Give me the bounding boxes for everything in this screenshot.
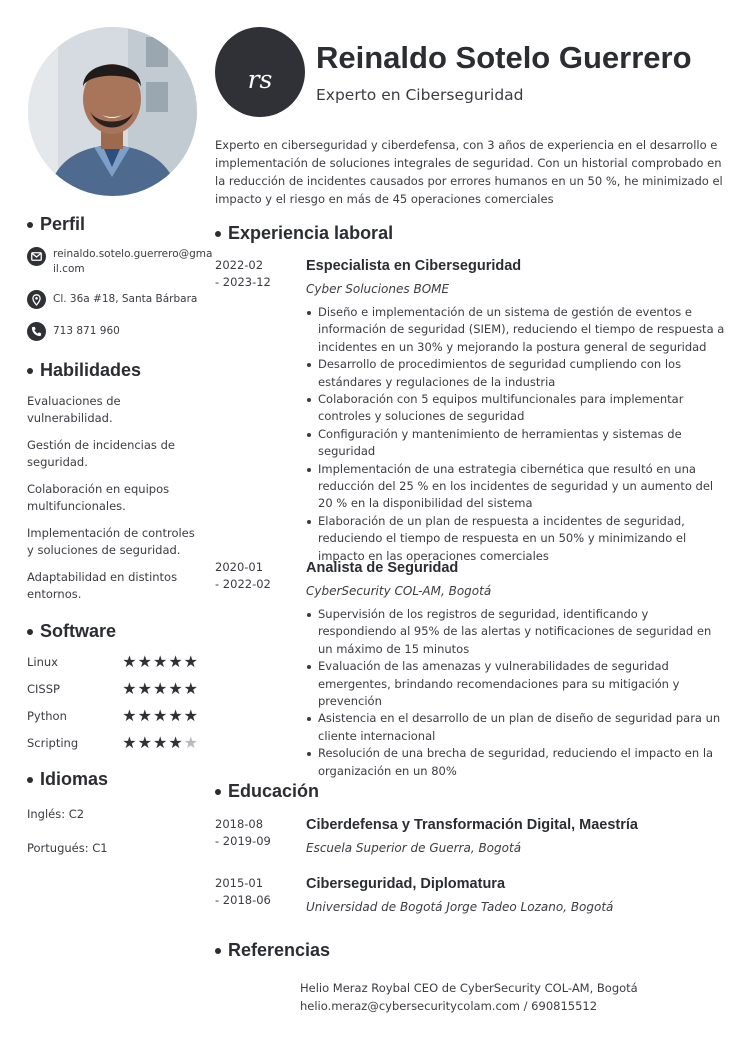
star-rating [122, 678, 198, 698]
email-text[interactable] [53, 247, 212, 277]
date-end: - 2023-12 [215, 275, 271, 289]
star-filled-icon: ★ [137, 651, 152, 671]
skills-list [27, 393, 199, 613]
bullet-dot [215, 231, 221, 237]
star-filled-icon: ★ [122, 678, 137, 698]
job-title-heading: Analista de Seguridad [306, 560, 459, 576]
address-text: Cl. 36a #18, Santa Bárbara [53, 293, 198, 305]
location-pin-icon [27, 290, 46, 309]
education-body [306, 816, 726, 857]
reference-block [300, 980, 638, 1015]
job-company: CyberSecurity COL-AM, Bogotá [306, 584, 492, 598]
profile-photo [28, 27, 197, 196]
date-end: - 2019-09 [215, 834, 271, 848]
section-heading-software [27, 621, 116, 642]
job-title-heading: Especialista en Ciberseguridad [306, 258, 522, 274]
bullet-dot [27, 777, 33, 783]
job-bullet: Elaboración de un plan de respuesta a incidentes de seguridad, reduciendo el tiempo de respuesta en un 50% y minimizando el impacto en las operaciones comerciales [318, 513, 726, 565]
section-heading-idiomas [27, 769, 108, 790]
degree-title: Ciberseguridad, Diplomatura [306, 876, 506, 892]
software-name: Linux [27, 654, 58, 669]
monogram-badge [215, 27, 305, 117]
degree-title: Ciberdefensa y Transformación Digital, Maestría [306, 817, 638, 833]
star-filled-icon: ★ [183, 651, 198, 671]
star-filled-icon: ★ [168, 705, 183, 725]
education-body [306, 875, 726, 916]
job-title: Experto en Ciberseguridad [316, 86, 524, 104]
summary-text: Experto en ciberseguridad y ciberdefensa, con 3 años de experiencia en el desarrollo e implementación de soluciones integrales de seguridad. Con un historial comprobado en la reducción de incidentes causados por errores humanos en un 50 %, he minimizado el impacto y el riesgo en más de 45 operaciones comerciales [215, 138, 723, 206]
star-filled-icon: ★ [152, 705, 168, 725]
software-heading: Software [40, 621, 117, 641]
bullet-dot [27, 629, 33, 635]
idiomas-heading: Idiomas [40, 769, 109, 789]
job-dates [215, 559, 295, 593]
reference-contact[interactable]: helio.meraz@cybersecuritycolam.com / 690815512 [300, 998, 598, 1013]
reference-name: Helio Meraz Roybal CEO de CyberSecurity COL-AM, Bogotá [300, 981, 638, 995]
bullet-dot [215, 789, 221, 795]
phone-text[interactable]: 713 871 960 [53, 325, 120, 337]
software-name: Python [27, 708, 67, 723]
educacion-heading: Educación [228, 781, 320, 801]
bullet-dot [27, 222, 33, 228]
date-end: - 2022-02 [215, 577, 271, 591]
job-bullet: Asistencia en el desarrollo de un plan de diseño de seguridad para un cliente internacional [318, 710, 726, 745]
skill-item: Implementación de controles y soluciones de seguridad. [27, 526, 195, 557]
skill-item: Evaluaciones de vulnerabilidad. [27, 394, 121, 425]
job-bullet: Implementación de una estrategia cibernética que resultó en una reducción del 25 % en los incidentes de seguridad y un aumento del 20 % en la disponibilidad del sistema [318, 461, 726, 513]
section-heading-educacion [215, 781, 319, 802]
institution: Escuela Superior de Guerra, Bogotá [306, 841, 522, 855]
star-filled-icon: ★ [137, 705, 152, 725]
skill-item: Adaptabilidad en distintos entornos. [27, 570, 178, 601]
software-item [27, 702, 198, 729]
education-dates [215, 816, 295, 850]
experiencia-heading: Experiencia laboral [228, 223, 394, 243]
star-filled-icon: ★ [168, 732, 183, 752]
perfil-heading: Perfil [40, 214, 86, 234]
bullet-dot [215, 948, 221, 954]
referencias-heading: Referencias [228, 940, 331, 960]
software-item [27, 648, 198, 675]
star-filled-icon: ★ [152, 651, 168, 671]
date-start: 2022-02 [215, 258, 264, 272]
star-filled-icon: ★ [183, 705, 198, 725]
star-filled-icon: ★ [137, 678, 152, 698]
software-item [27, 675, 198, 702]
star-filled-icon: ★ [152, 732, 168, 752]
job-bullets [306, 304, 726, 565]
job-bullet: Colaboración con 5 equipos multifuncionales para implementar controles y soluciones de seguridad [318, 391, 726, 426]
person-photo-illustration [28, 27, 197, 196]
skill-item: Colaboración en equipos multifuncionales. [27, 482, 170, 513]
contact-list [27, 247, 213, 354]
job-company: Cyber Soluciones BOME [306, 282, 450, 296]
section-heading-experiencia [215, 223, 393, 244]
date-start: 2020-01 [215, 560, 264, 574]
job-dates [215, 257, 295, 291]
skill-item: Gestión de incidencias de seguridad. [27, 438, 175, 469]
software-name: Scripting [27, 735, 79, 750]
job-body [306, 257, 726, 565]
habilidades-heading: Habilidades [40, 360, 142, 380]
star-rating [122, 651, 198, 671]
bullet-dot [27, 368, 33, 374]
star-rating [122, 732, 198, 752]
job-bullet: Configuración y mantenimiento de herramientas y sistemas de seguridad [318, 426, 726, 461]
email-line-1: reinaldo.sotelo.guerrero@gma [53, 248, 213, 260]
star-filled-icon: ★ [122, 705, 137, 725]
date-end: - 2018-06 [215, 893, 271, 907]
software-list [27, 648, 198, 756]
section-heading-perfil [27, 214, 85, 235]
mail-icon [27, 247, 46, 266]
job-bullet: Evaluación de las amenazas y vulnerabilidades de seguridad emergentes, brindando recomendaciones para su mitigación y prevención [318, 658, 726, 710]
full-name: Reinaldo Sotelo Guerrero [316, 40, 692, 75]
education-dates [215, 875, 295, 909]
star-filled-icon: ★ [183, 678, 198, 698]
email-line-2: il.com [53, 263, 85, 275]
section-heading-referencias [215, 940, 330, 961]
date-start: 2018-08 [215, 817, 264, 831]
star-filled-icon: ★ [152, 678, 168, 698]
job-bullet: Supervisión de los registros de seguridad, identificando y respondiendo al 95% de las alertas y notificaciones de seguridad en un máximo de 15 minutos [318, 606, 726, 658]
contact-email [27, 247, 213, 277]
contact-phone [27, 322, 202, 341]
star-filled-icon: ★ [168, 678, 183, 698]
job-bullet: Desarrollo de procedimientos de seguridad cumpliendo con los estándares y regulaciones de la industria [318, 356, 726, 391]
star-rating [122, 705, 198, 725]
star-filled-icon: ★ [137, 732, 152, 752]
job-body [306, 559, 726, 780]
section-heading-habilidades [27, 360, 141, 381]
software-name: CISSP [27, 681, 60, 696]
star-filled-icon: ★ [122, 732, 137, 752]
language-item: Portugués: C1 [27, 841, 108, 855]
job-bullet: Resolución de una brecha de seguridad, reduciendo el impacto en la organización en un 80% [318, 745, 726, 780]
language-item: Inglés: C2 [27, 807, 85, 821]
monogram-text: rs [247, 64, 273, 94]
star-empty-icon: ★ [183, 732, 198, 752]
job-bullet: Diseño e implementación de un sistema de gestión de eventos e información de seguridad (SIEM), reduciendo el tiempo de respuesta a incidentes en un 30% y mejorando la postura general de seguridad [318, 304, 726, 356]
star-filled-icon: ★ [168, 651, 183, 671]
software-item [27, 729, 198, 756]
date-start: 2015-01 [215, 876, 264, 890]
contact-address [27, 290, 202, 309]
phone-icon [27, 322, 46, 341]
languages-list [27, 807, 199, 875]
star-filled-icon: ★ [122, 651, 137, 671]
institution: Universidad de Bogotá Jorge Tadeo Lozano, Bogotá [306, 900, 614, 914]
job-bullets [306, 606, 726, 780]
